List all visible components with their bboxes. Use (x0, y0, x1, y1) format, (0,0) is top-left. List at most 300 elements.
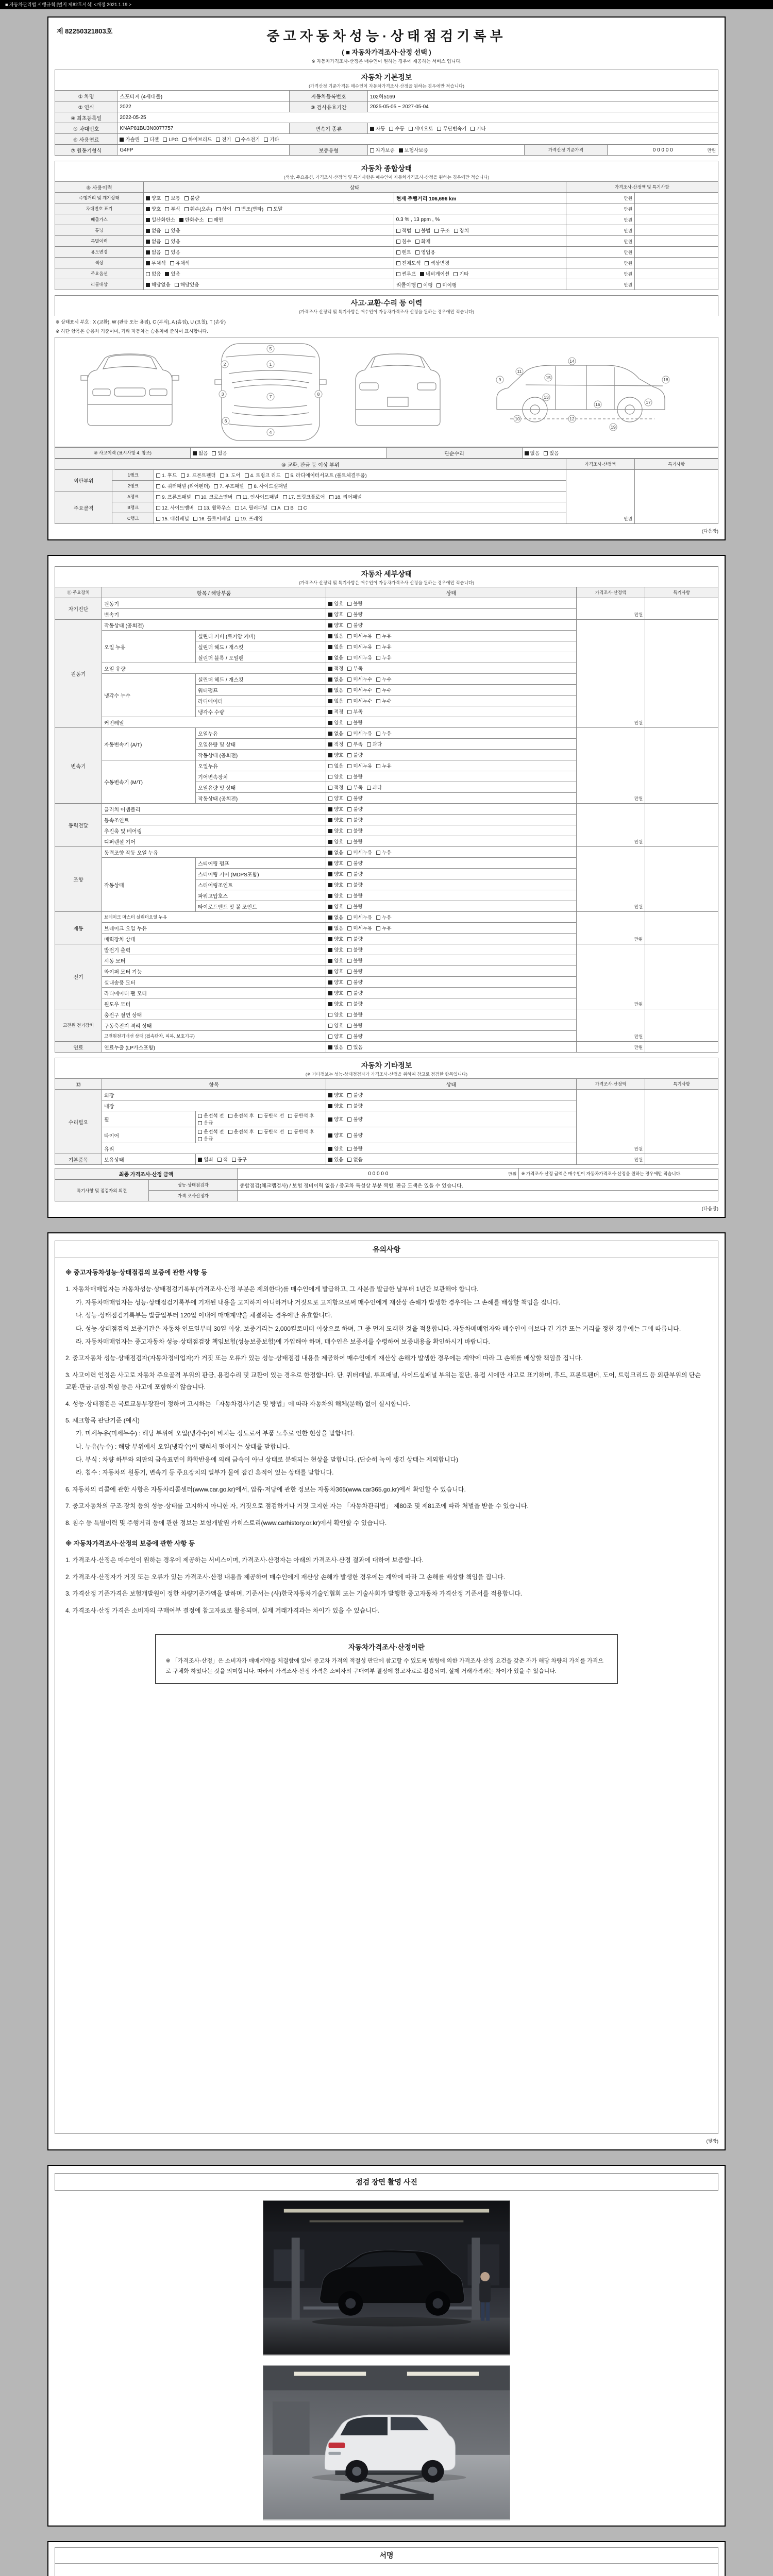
table-row (55, 258, 718, 268)
form-cell (102, 1143, 326, 1154)
checkbox-option[interactable] (347, 794, 362, 802)
checkbox-option[interactable] (367, 784, 382, 791)
checkbox-option[interactable] (328, 632, 343, 639)
checkbox-icon (328, 916, 332, 920)
svg-text:19: 19 (611, 425, 616, 430)
checkbox-option[interactable] (165, 194, 180, 201)
checkbox-option[interactable] (525, 449, 540, 456)
value-registration-number-label: 102허5169 (370, 94, 395, 100)
checkbox-option[interactable] (347, 968, 362, 975)
checkbox-option[interactable] (347, 762, 372, 769)
checkbox-option[interactable] (195, 493, 233, 500)
checkbox-option[interactable] (284, 505, 293, 511)
checkbox-option[interactable] (175, 281, 199, 288)
checkbox-option[interactable] (376, 762, 391, 769)
checkbox-option[interactable] (228, 1112, 254, 1119)
checkbox-option[interactable] (198, 1128, 224, 1135)
form-cell (326, 847, 577, 858)
checkbox-icon (288, 1130, 292, 1134)
checkbox-option[interactable] (347, 1131, 362, 1139)
checkbox-option[interactable] (347, 1145, 362, 1152)
checkbox-icon (146, 196, 150, 200)
checkbox-icon (165, 272, 169, 276)
checkbox-option[interactable] (146, 238, 161, 245)
checkbox-option[interactable] (347, 686, 372, 693)
checkbox-option[interactable] (165, 205, 180, 212)
checkbox-option[interactable] (347, 730, 372, 737)
checkbox-option[interactable] (328, 935, 343, 942)
form-cell-label: 조향 (73, 877, 83, 883)
form-cell (55, 1180, 149, 1201)
form-cell-label: 기어변속장치 (198, 774, 228, 781)
checkbox-icon (236, 207, 240, 211)
checkbox-icon (347, 732, 351, 736)
checkbox-option[interactable] (146, 205, 161, 212)
checkbox-option[interactable] (236, 205, 263, 212)
checkbox-option[interactable] (425, 259, 449, 266)
checkbox-option[interactable] (347, 654, 372, 661)
checkbox-option[interactable] (328, 643, 343, 650)
checkbox-option[interactable] (193, 449, 208, 456)
checkbox-option[interactable] (245, 471, 281, 479)
checkbox-option[interactable] (328, 805, 343, 812)
checkbox-icon (328, 753, 332, 757)
checkbox-option[interactable] (396, 259, 421, 266)
checkbox-option[interactable] (328, 1022, 343, 1029)
form-cell (576, 1090, 645, 1154)
checkbox-option[interactable] (347, 1022, 362, 1029)
form-cell (102, 728, 196, 760)
checkbox-option[interactable] (328, 611, 343, 618)
checkbox-option[interactable] (232, 1156, 247, 1163)
checkbox-option[interactable] (328, 675, 343, 683)
checkbox-option[interactable] (328, 1156, 343, 1163)
checkbox-option[interactable] (328, 1091, 343, 1098)
checkbox-option[interactable] (193, 515, 231, 522)
checkbox-option[interactable] (376, 643, 391, 650)
checkbox-label: 수소전기 (241, 137, 260, 143)
checkbox-option[interactable] (347, 924, 372, 931)
checkbox-option[interactable] (396, 227, 411, 234)
section-etc-title: 자동차 기타정보 (361, 1061, 412, 1070)
checkbox-option[interactable] (144, 135, 159, 143)
checkbox-label: A (277, 505, 281, 511)
checkbox-label: 없음 (334, 688, 344, 693)
form-cell (102, 1127, 196, 1143)
checkbox-option[interactable] (235, 515, 263, 522)
checkbox-option[interactable] (329, 493, 362, 500)
checkbox-option[interactable] (328, 665, 343, 672)
checkbox-option[interactable] (347, 870, 362, 877)
checkbox-option[interactable] (347, 957, 362, 964)
checkbox-option[interactable] (328, 730, 343, 737)
notice-item: 2. 가격조사·산정자가 거짓 또는 오류가 있는 가격조사·산정 내용을 제공하여 매수인에게 재산상 손해가 발생한 경우에는 계약에 따라 그 손해를 배상할 책임을 집니다. (65, 1573, 506, 1581)
checkbox-option[interactable] (146, 227, 161, 234)
checkbox-option[interactable] (417, 281, 432, 289)
checkbox-option[interactable] (328, 1011, 343, 1018)
checkbox-option[interactable] (212, 449, 227, 456)
checkbox-option[interactable] (347, 600, 362, 607)
checkbox-option[interactable] (216, 205, 231, 212)
checkbox-option[interactable] (347, 675, 372, 683)
form-cell (55, 944, 102, 1009)
form-cell (102, 674, 196, 717)
checkbox-option[interactable] (328, 697, 343, 704)
table-row (55, 268, 718, 279)
checkbox-option[interactable] (156, 493, 191, 500)
checkbox-option[interactable] (328, 892, 343, 899)
checkbox-option[interactable] (328, 816, 343, 823)
checkbox-option[interactable] (248, 482, 288, 489)
checkbox-option[interactable] (184, 194, 199, 201)
checkbox-option[interactable] (328, 1131, 343, 1139)
checkbox-option[interactable] (453, 270, 468, 277)
checkbox-label: 양호 (334, 753, 344, 758)
checkbox-icon (146, 218, 150, 222)
checkbox-option[interactable] (328, 881, 343, 888)
checkbox-option[interactable] (179, 216, 204, 223)
checkbox-option[interactable] (389, 125, 404, 132)
checkbox-option[interactable] (415, 248, 435, 256)
checkbox-label: 미세누유 (353, 634, 373, 639)
checkbox-option[interactable] (328, 784, 343, 791)
form-cell (196, 782, 326, 793)
checkbox-option[interactable] (198, 1135, 213, 1142)
checkbox-label: 없음 (530, 451, 540, 456)
checkbox-option[interactable] (347, 913, 372, 921)
form-cell (635, 279, 718, 290)
checkbox-option[interactable] (376, 697, 391, 704)
checkbox-option[interactable] (347, 697, 372, 704)
checkbox-option[interactable] (156, 504, 194, 511)
checkbox-option[interactable] (347, 881, 362, 888)
checkbox-option[interactable] (396, 238, 411, 245)
checkbox-label: 불량 (353, 872, 363, 877)
checkbox-label: 미세누유 (353, 655, 373, 661)
form-cell (55, 101, 117, 112)
checkbox-option[interactable] (328, 838, 343, 845)
checkbox-option[interactable] (328, 1145, 343, 1152)
checkbox-option[interactable] (347, 892, 362, 899)
checkbox-icon (347, 710, 351, 714)
checkbox-option[interactable] (328, 1000, 343, 1007)
checkbox-icon (272, 506, 276, 510)
checkbox-option[interactable] (347, 632, 372, 639)
checkbox-option[interactable] (409, 125, 433, 132)
checkbox-option[interactable] (217, 1156, 228, 1163)
checkbox-option[interactable] (328, 762, 343, 769)
checkbox-option[interactable] (170, 259, 190, 266)
form-cell-label: 오일 누유 (104, 645, 126, 651)
checkbox-option[interactable] (156, 515, 189, 522)
checkbox-option[interactable] (198, 1119, 213, 1126)
checkbox-option[interactable] (328, 913, 343, 921)
checkbox-option[interactable] (328, 859, 343, 867)
form-cell-label: 오일 유량 (104, 666, 126, 672)
checkbox-option[interactable] (181, 471, 215, 479)
checkbox-option[interactable] (146, 248, 161, 256)
checkbox-option[interactable] (399, 146, 428, 154)
checkbox-option[interactable] (347, 1032, 362, 1040)
checkbox-option[interactable] (298, 505, 307, 511)
checkbox-option[interactable] (347, 816, 362, 823)
checkbox-option[interactable] (328, 849, 343, 856)
checkbox-label: 부족 (353, 742, 363, 748)
checkbox-option[interactable] (347, 611, 362, 618)
checkbox-option[interactable] (328, 600, 343, 607)
checkbox-option[interactable] (146, 270, 161, 277)
checkbox-option[interactable] (264, 135, 279, 143)
form-cell-label: ⑦ 원동기형식 (71, 148, 102, 154)
checkbox-option[interactable] (347, 751, 362, 758)
checkbox-option[interactable] (328, 978, 343, 986)
form-cell (645, 1090, 718, 1154)
inspection-photo-1 (263, 2200, 510, 2355)
checkbox-icon (389, 127, 393, 131)
checkbox-option[interactable] (328, 957, 343, 964)
checkbox-option[interactable] (347, 1000, 362, 1007)
form-cell (326, 598, 577, 609)
checkbox-option[interactable] (328, 740, 343, 748)
checkbox-option[interactable] (347, 1115, 362, 1123)
checkbox-label: 보통 (171, 196, 180, 201)
checkbox-icon (347, 1002, 351, 1006)
checkbox-option[interactable] (376, 675, 391, 683)
exchange-panels-grid (55, 459, 718, 524)
checkbox-option[interactable] (214, 482, 244, 489)
checkbox-option[interactable] (146, 281, 171, 288)
checkbox-label: 양호 (334, 1133, 344, 1139)
checkbox-option[interactable] (347, 827, 362, 834)
checkbox-option[interactable] (347, 708, 362, 715)
checkbox-option[interactable] (328, 708, 343, 715)
checkbox-option[interactable] (267, 205, 282, 212)
checkbox-option[interactable] (328, 794, 343, 802)
checkbox-icon (235, 506, 239, 510)
checkbox-option[interactable] (347, 1102, 362, 1109)
checkbox-label: 훼손(오손) (190, 207, 212, 212)
checkbox-option[interactable] (198, 1112, 224, 1119)
checkbox-option[interactable] (376, 913, 391, 921)
checkbox-option[interactable] (228, 1128, 254, 1135)
checkbox-option[interactable] (370, 146, 395, 154)
unit-manwon: 만원 (624, 196, 633, 201)
checkbox-option[interactable] (208, 216, 223, 223)
checkbox-option[interactable] (415, 227, 430, 234)
checkbox-option[interactable] (216, 135, 231, 143)
photo-2-lift-rear (263, 2365, 510, 2520)
checkbox-icon (347, 905, 351, 909)
form-reference-bar (0, 0, 773, 9)
unit-manwon: 만원 (508, 1172, 517, 1177)
checkbox-label: 불량 (353, 1133, 363, 1139)
checkbox-label: 양호 (334, 991, 344, 996)
checkbox-option[interactable] (347, 1043, 362, 1050)
form-cell-label: 튜닝 (95, 228, 104, 233)
checkbox-icon (328, 926, 332, 930)
checkbox-label: 부족 (353, 666, 363, 672)
checkbox-option[interactable] (328, 686, 343, 693)
checkbox-option[interactable] (544, 449, 559, 456)
checkbox-option[interactable] (198, 1156, 213, 1163)
checkbox-option[interactable] (370, 125, 385, 132)
checkbox-option[interactable] (376, 632, 391, 639)
checkbox-icon (328, 1035, 332, 1039)
checkbox-option[interactable] (328, 654, 343, 661)
form-cell (576, 728, 645, 804)
checkbox-option[interactable] (415, 238, 430, 245)
checkbox-option[interactable] (235, 504, 268, 511)
checkbox-option[interactable] (396, 270, 416, 277)
checkbox-option[interactable] (328, 827, 343, 834)
checkbox-option[interactable] (470, 125, 485, 132)
checkbox-option[interactable] (146, 259, 166, 266)
form-cell-label: 자동변속기 (A/T) (104, 742, 142, 748)
checkbox-label: 있음 (171, 272, 180, 277)
checkbox-option[interactable] (376, 849, 391, 856)
checkbox-option[interactable] (328, 1032, 343, 1040)
checkbox-label: 13. 휠하우스 (203, 505, 231, 511)
detail-condition-grid (55, 587, 718, 1053)
form-cell (635, 193, 718, 204)
checkbox-label: 적정 (334, 742, 344, 748)
checkbox-option[interactable] (184, 205, 212, 212)
checkbox-option[interactable] (376, 924, 391, 931)
checkbox-option[interactable] (436, 281, 457, 289)
checkbox-icon (214, 484, 218, 488)
checkbox-option[interactable] (347, 805, 362, 812)
checkbox-option[interactable] (288, 1112, 314, 1119)
checkbox-icon (198, 1158, 202, 1162)
form-cell (576, 1042, 645, 1053)
checkbox-label: 침수 (401, 239, 411, 245)
checkbox-option[interactable] (272, 505, 280, 511)
checkbox-option[interactable] (146, 216, 175, 223)
checkbox-icon (347, 764, 351, 768)
checkbox-option[interactable] (328, 924, 343, 931)
checkbox-option[interactable] (396, 248, 411, 256)
checkbox-option[interactable] (347, 773, 362, 780)
notice-sub: 가. 자동차매매업자는 성능·상태점검기록부에 기재된 내용을 고지하지 아니하거나 거짓으로 고지함으로써 매수인에게 재산상 손해가 발생한 경우에는 그 손해를 배상할 책임을 집니다. (76, 1298, 561, 1306)
checkbox-option[interactable] (347, 719, 362, 726)
checkbox-option[interactable] (328, 870, 343, 877)
checkbox-option[interactable] (285, 471, 367, 479)
table-row (55, 1090, 718, 1100)
checkbox-option[interactable] (328, 903, 343, 910)
form-cell (102, 966, 326, 977)
checkbox-icon (146, 229, 150, 233)
checkbox-option[interactable] (328, 719, 343, 726)
value-final-appraised-price-label: 0 0 0 0 0 (368, 1171, 389, 1177)
checkbox-label: 응급 (204, 1121, 213, 1126)
checkbox-option[interactable] (328, 621, 343, 629)
checkbox-option[interactable] (347, 665, 362, 672)
checkbox-option[interactable] (347, 849, 372, 856)
form-cell (326, 934, 577, 944)
checkbox-option[interactable] (156, 482, 210, 489)
checkbox-option[interactable] (283, 493, 325, 500)
checkbox-option[interactable] (376, 730, 391, 737)
checkbox-option[interactable] (328, 946, 343, 953)
checkbox-option[interactable] (376, 654, 391, 661)
checkbox-option[interactable] (165, 248, 180, 256)
form-cell (326, 944, 577, 955)
checkbox-option[interactable] (367, 740, 382, 748)
checkbox-option[interactable] (347, 838, 362, 845)
checkbox-label: 열쇠 (204, 1157, 213, 1163)
checkbox-option[interactable] (376, 686, 391, 693)
checkbox-label: 불법 (421, 228, 431, 234)
checkbox-option[interactable] (258, 1112, 284, 1119)
checkbox-icon (228, 1114, 232, 1118)
etc-info-grid (55, 1078, 718, 1165)
checkbox-icon (283, 495, 287, 499)
checkbox-option[interactable] (163, 137, 178, 143)
form-cell-label: 스티어링조인트 (198, 883, 233, 889)
form-cell (55, 448, 191, 459)
checkbox-option[interactable] (220, 471, 241, 479)
checkbox-option[interactable] (165, 227, 180, 234)
checkbox-option[interactable] (328, 968, 343, 975)
checkbox-option[interactable] (347, 989, 362, 996)
form-cell-label: 변속기 종류 (315, 126, 342, 132)
checkbox-option[interactable] (328, 773, 343, 780)
checkbox-option[interactable] (454, 227, 469, 234)
checkbox-icon (285, 473, 289, 478)
checkbox-option[interactable] (347, 935, 362, 942)
checkbox-option[interactable] (328, 1043, 343, 1050)
checkbox-option[interactable] (347, 1091, 362, 1098)
checkbox-option[interactable] (165, 238, 180, 245)
checkbox-option[interactable] (347, 1011, 362, 1018)
form-cell (144, 268, 394, 279)
checkbox-option[interactable] (347, 740, 362, 748)
form-cell (102, 1100, 326, 1111)
checkbox-option[interactable] (120, 135, 140, 143)
unit-manwon: 만원 (624, 272, 633, 277)
checkbox-option[interactable] (198, 504, 231, 511)
checkbox-option[interactable] (347, 903, 362, 910)
checkbox-option[interactable] (347, 621, 362, 629)
checkbox-label: 동반석 후 (294, 1113, 314, 1119)
checkbox-option[interactable] (165, 270, 180, 277)
form-cell (645, 1009, 718, 1042)
checkbox-option[interactable] (156, 471, 177, 479)
checkbox-option[interactable] (328, 1115, 343, 1123)
checkbox-option[interactable] (288, 1128, 314, 1135)
checkbox-option[interactable] (347, 859, 362, 867)
checkbox-option[interactable] (328, 1102, 343, 1109)
checkbox-option[interactable] (434, 227, 449, 234)
checkbox-option[interactable] (328, 989, 343, 996)
checkbox-option[interactable] (328, 751, 343, 758)
form-cell-label: 자기진단 (68, 607, 89, 613)
checkbox-option[interactable] (146, 194, 161, 201)
checkbox-option[interactable] (347, 1156, 362, 1163)
form-cell (635, 204, 718, 214)
checkbox-option[interactable] (237, 493, 278, 500)
checkbox-option[interactable] (347, 784, 362, 791)
checkbox-option[interactable] (182, 135, 212, 143)
checkbox-option[interactable] (420, 270, 449, 277)
checkbox-option[interactable] (347, 946, 362, 953)
checkbox-option[interactable] (437, 125, 466, 132)
checkbox-option[interactable] (347, 643, 372, 650)
checkbox-option[interactable] (236, 135, 260, 143)
form-cell-label: 브레이크 오일 누유 (104, 926, 147, 932)
checkbox-option[interactable] (258, 1128, 284, 1135)
checkbox-option[interactable] (347, 978, 362, 986)
